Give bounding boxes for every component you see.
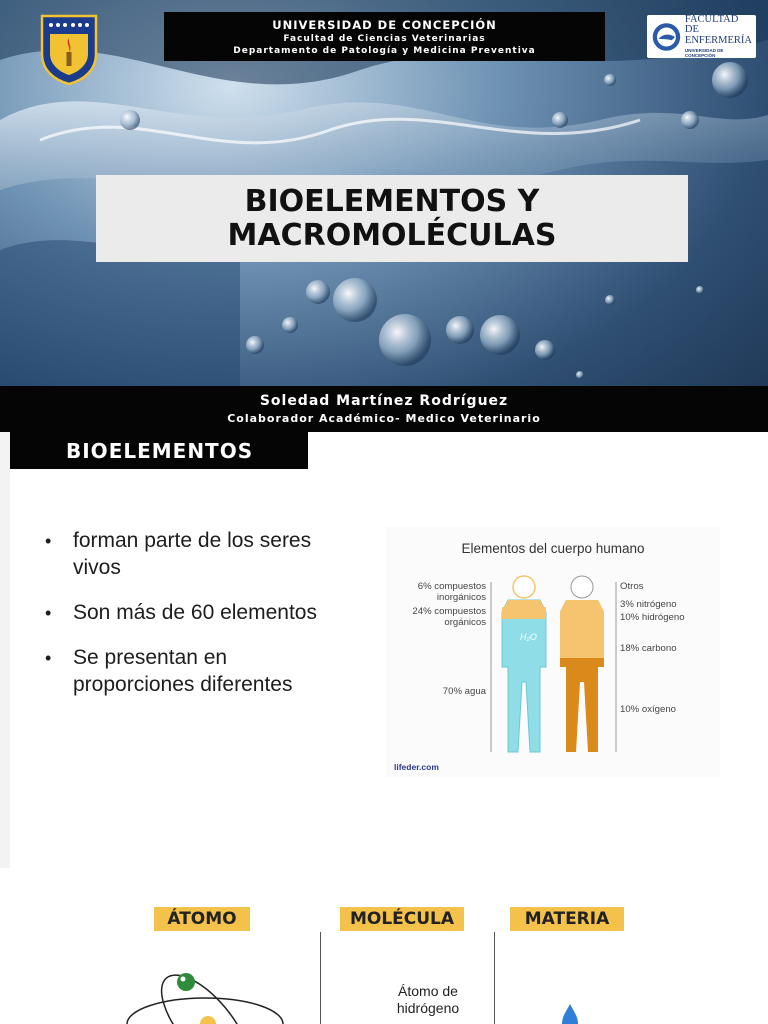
body-silhouettes — [486, 572, 621, 762]
figure-title: Elementos del cuerpo humano — [461, 541, 645, 556]
label-inorganic: 6% compuestos inorgánicos — [417, 581, 486, 603]
bullet-text: Son más de 60 elementos — [73, 600, 317, 624]
divider-2 — [494, 932, 495, 1024]
label-others: Otros — [620, 581, 644, 592]
label-organic: 24% compuestos orgánicos — [412, 606, 486, 628]
university-shield-logo — [38, 12, 100, 86]
logo-line-2: ENFERMERÍA — [684, 34, 752, 46]
bullet-dot-icon: • — [45, 647, 52, 668]
divider-1 — [320, 932, 321, 1024]
bullet-text: forman parte de los seres vivos — [73, 529, 312, 579]
label-carbon: 18% carbono — [620, 643, 677, 654]
slide-edge — [0, 432, 10, 868]
hydrogen-atom-label: Átomo de hidrógeno — [396, 983, 460, 1016]
title-slide — [0, 0, 768, 432]
university-name: UNIVERSIDAD DE CONCEPCIÓN — [272, 17, 497, 32]
water-mark-text: H₂O — [520, 632, 537, 642]
author-name: Soledad Martínez Rodríguez — [259, 393, 509, 409]
tag-atomo: ÁTOMO — [154, 907, 250, 931]
human-body-elements-figure — [386, 527, 720, 777]
title-line-2: MACROMOLÉCULAS — [227, 217, 557, 253]
author-role: Colaborador Académico- Medico Veterinario — [227, 412, 541, 425]
bullet-text: Se presentan en proporciones diferentes — [73, 645, 293, 696]
electron-icon — [177, 973, 195, 991]
bullet-list — [45, 528, 345, 717]
university-header-bar — [164, 12, 605, 61]
elements-body-figure — [560, 576, 604, 752]
author-bar — [0, 386, 768, 432]
presentation-title-box — [96, 175, 688, 262]
label-nitrogen: 3% nitrógeno — [620, 599, 677, 610]
tag-materia: MATERIA — [510, 907, 624, 931]
lamp-emblem-icon — [651, 20, 682, 54]
list-item — [45, 645, 345, 699]
nursing-faculty-logo — [647, 15, 756, 58]
list-item — [45, 528, 345, 582]
title-line-1: BIOELEMENTOS Y — [244, 183, 540, 219]
atom-molecule-matter-slide — [90, 880, 670, 1024]
atom-diagram — [120, 964, 290, 1024]
department-name: Departamento de Patología y Medicina Preventiva — [233, 45, 536, 56]
label-water: 70% agua — [442, 686, 486, 697]
list-item — [45, 600, 345, 627]
bullet-dot-icon: • — [45, 531, 52, 551]
faculty-name: Facultad de Ciencias Veterinarias — [283, 33, 486, 44]
logo-line-1: FACULTAD DE — [684, 13, 739, 36]
water-drop-icon — [558, 1004, 582, 1024]
label-hydrogen: 10% hidrógeno — [620, 612, 685, 623]
bullet-dot-icon: • — [45, 602, 52, 623]
label-oxygen: 10% oxígeno — [620, 704, 677, 715]
logo-line-3: UNIVERSIDAD DE CONCEPCIÓN — [684, 48, 724, 58]
tag-molecula: MOLÉCULA — [340, 907, 464, 931]
figure-source: lifeder.com — [394, 762, 439, 772]
section-title: BIOELEMENTOS — [10, 432, 308, 469]
water-body-figure — [502, 576, 546, 752]
